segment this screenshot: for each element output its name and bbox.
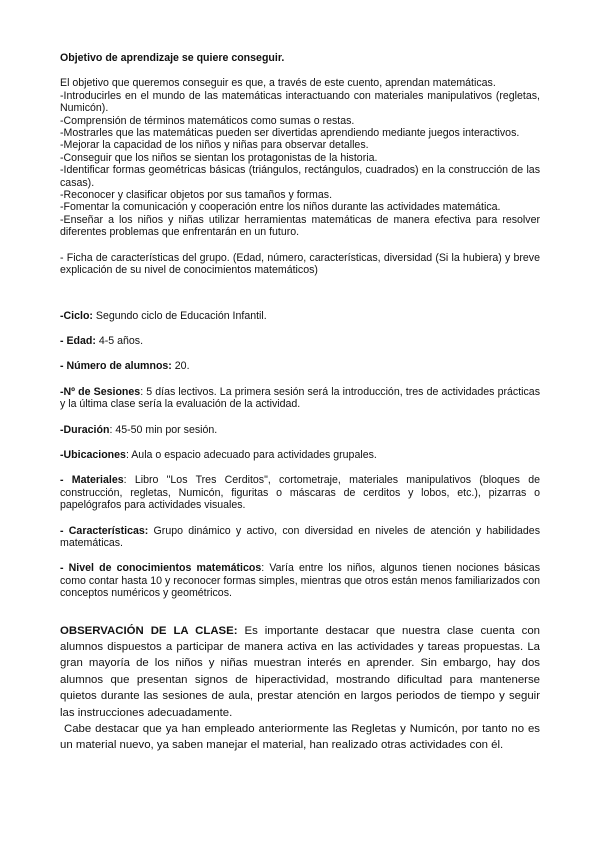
field-numero-alumnos [60, 360, 540, 372]
field-label: -Nº de Sesiones [60, 385, 141, 398]
observation-label: OBSERVACIÓN DE LA CLASE: [60, 624, 238, 637]
class-observation-extra: Cabe destacar que ya han empleado anteriormente las Regletas y Numicón, por tanto no es un material nuevo, ya saben manejar el material, han realizado otras actividades con él. [60, 723, 540, 752]
field-edad [60, 335, 540, 347]
field-label: - Materiales [60, 474, 124, 487]
field-label: -Ciclo: [60, 309, 93, 322]
spacer [60, 277, 540, 310]
field-materiales [60, 474, 540, 511]
field-label: - Edad: [60, 334, 96, 347]
field-value: : 45-50 min por sesión. [109, 423, 218, 436]
field-label: -Ubicaciones [60, 448, 126, 461]
field-label: - Número de alumnos: [60, 360, 172, 373]
field-caracteristicas [60, 525, 540, 550]
objective-item: -Fomentar la comunicación y cooperación entre los niños durante las actividades matemática. [60, 201, 501, 214]
field-label: - Nivel de conocimientos matemáticos [60, 562, 262, 575]
document-page [60, 52, 540, 754]
objective-item: -Introducirles en el mundo de las matemáticas interactuando con materiales manipulativos (regletas, Numicón). [60, 89, 540, 115]
objective-heading: Objetivo de aprendizaje se quiere conseguir. [60, 52, 285, 64]
field-value: 4-5 años. [95, 334, 144, 347]
group-sheet-intro: - Ficha de características del grupo. (Edad, número, características, diversidad (Si la hubiera) y breve explicación de su nivel de conocimientos matemáticos) [60, 251, 540, 277]
field-label: - Características: [60, 524, 149, 537]
field-value: Segundo ciclo de Educación Infantil. [92, 309, 267, 322]
class-observation [60, 623, 540, 721]
objective-item: -Identificar formas geométricas básicas (triángulos, rectángulos, cuadrados) en la construcción de las casas). [60, 164, 540, 189]
field-duracion [60, 424, 540, 436]
field-value: Grupo dinámico y activo, con diversidad en niveles de atención y habilidades matemáticas. [60, 524, 540, 549]
field-label: -Duración [60, 423, 110, 436]
field-ubicaciones [60, 449, 540, 461]
field-sesiones [60, 386, 540, 411]
objective-item: -Enseñar a los niños y niñas utilizar herramientas matemáticas de manera efectiva para resolver diferentes problemas que enfrentarán en un futuro. [60, 213, 540, 239]
objective-item: -Mostrarles que las matemáticas pueden ser divertidas aprendiendo mediante juegos interactivos. [60, 127, 520, 140]
field-value: 20. [171, 360, 190, 373]
objective-item: -Conseguir que los niños se sientan los protagonistas de la historia. [60, 151, 378, 164]
objective-item: -Reconocer y clasificar objetos por sus tamaños y formas. [60, 189, 333, 202]
field-ciclo [60, 310, 540, 322]
objective-item: -Mejorar la capacidad de los niños y niñas para observar detalles. [60, 139, 369, 152]
objective-intro: El objetivo que queremos conseguir es que, a través de este cuento, aprendan matemáticas. [60, 77, 496, 90]
objective-item: -Comprensión de términos matemáticos como sumas o restas. [60, 114, 355, 127]
field-value: : 5 días lectivos. La primera sesión será la introducción, tres de actividades prácticas y la última clase sería la evaluación de la actividad. [60, 385, 540, 411]
field-value: : Varía entre los niños, algunos tienen nociones básicas como contar hasta 10 y reconocer formas simples, mientras que otros están menos familiarizados con conceptos numéricos y geométricos. [60, 562, 540, 600]
spacer [60, 613, 540, 623]
spacer [60, 239, 540, 252]
field-nivel-conocimientos [60, 562, 540, 599]
field-value: : Aula o espacio adecuado para actividades grupales. [125, 448, 377, 461]
field-value: : Libro "Los Tres Cerditos", cortometraje, materiales manipulativos (bloques de construcción, regletas, Numicón, figuritas o máscaras de cerditos y lobos, etc.), pizarras o papelógrafos para actividades visuales. [60, 474, 540, 512]
observation-text: Es importante destacar que nuestra clase cuenta con alumnos dispuestos a participar de manera activa en las actividades y tareas propuestas. La gran mayoría de los niños y niñas muestran interés en aprender. Sin embargo, hay dos alumnos que presentan signos de hiperactividad, mostrando dificultad para mantenerse quietos durante las sesiones de aula, prestar atención en largos periodos de tiempo y seguir las instrucciones adecuadamente. [60, 624, 540, 719]
